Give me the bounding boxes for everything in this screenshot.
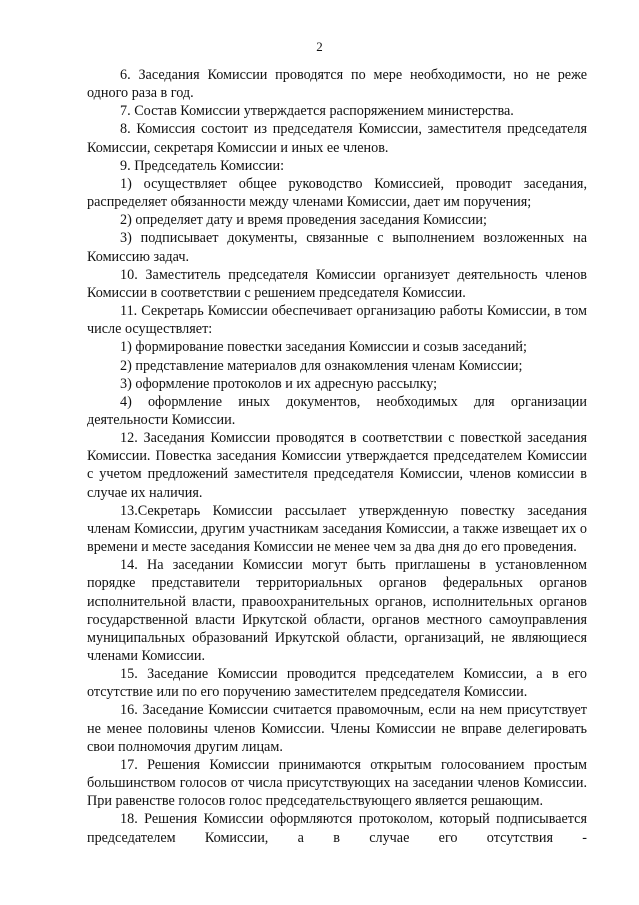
paragraph-11-item-2: 2) представление материалов для ознакомления членам Комиссии;	[120, 357, 523, 374]
paragraph-16: 16. Заседание Комиссии считается правомочным, если на нем присутствует не менее половины членов Комиссии. Члены Комиссии не вправе делегировать свои полномочия другим лицам.	[87, 702, 587, 755]
paragraph-14: 14. На заседании Комиссии могут быть приглашены в установленном порядке представители территориальных органов федеральных органов исполнительной власти, правоохранительных органов, исполнительных органов государственной власти Иркутской области, органов местного самоуправления муниципальных образований Иркутской области, организаций, не являющиеся членами Комиссии.	[87, 557, 587, 664]
paragraph-11-item-1: 1) формирование повестки заседания Комиссии и созыв заседаний;	[120, 339, 527, 356]
paragraph-10: 10. Заместитель председателя Комиссии организует деятельность членов Комиссии в соответствии с решением председателя Комиссии.	[87, 266, 587, 301]
document-body	[87, 66, 587, 847]
paragraph-11-item-3: 3) оформление протоколов и их адресную рассылку;	[120, 375, 438, 392]
paragraph-6: 6. Заседания Комиссии проводятся по мере необходимости, но не реже одного раза в год.	[87, 67, 587, 102]
paragraph-12: 12. Заседания Комиссии проводятся в соответствии с повесткой заседания Комиссии. Повестка заседания Комиссии утверждается председателем Комиссии с учетом предложений заместителя председателя Комиссии, членов комиссии в случае их наличия.	[87, 430, 587, 501]
paragraph-8: 8. Комиссия состоит из председателя Комиссии, заместителя председателя Комиссии, секретаря Комиссии и иных ее членов.	[87, 121, 587, 156]
paragraph-17: 17. Решения Комиссии принимаются открытым голосованием простым большинством голосов от числа присутствующих на заседании членов Комиссии. При равенстве голосов голос председательствующего является решающим.	[87, 756, 587, 810]
paragraph-18: 18. Решения Комиссии оформляются протоколом, который подписывается председателем Комиссии, а в случае его отсутствия -	[87, 811, 587, 846]
paragraph-9-item-2: 2) определяет дату и время проведения заседания Комиссии;	[120, 212, 487, 229]
paragraph-9-item-1: 1) осуществляет общее руководство Комиссией, проводит заседания, распределяет обязанности между членами Комиссии, дает им поручения;	[87, 175, 587, 211]
paragraph-9-item-3: 3) подписывает документы, связанные с выполнением возложенных на Комиссию задач.	[87, 230, 587, 265]
paragraph-15: 15. Заседание Комиссии проводится председателем Комиссии, а в его отсутствие или по его поручению заместителем председателя Комиссии.	[87, 666, 587, 701]
paragraph-11-item-4: 4) оформление иных документов, необходимых для организации деятельности Комиссии.	[87, 393, 587, 428]
paragraph-11: 11. Секретарь Комиссии обеспечивает организацию работы Комиссии, в том числе осуществляет:	[87, 303, 587, 338]
paragraph-7: 7. Состав Комиссии утверждается распоряжением министерства.	[120, 103, 514, 120]
page-number: 2	[316, 39, 323, 54]
paragraph-9: 9. Председатель Комиссии:	[120, 157, 285, 174]
paragraph-13: 13.Секретарь Комиссии рассылает утвержденную повестку заседания членам Комиссии, другим участникам заседания Комиссии, а также извещает их о времени и месте заседания Комиссии не менее чем за два дня до его проведения.	[87, 502, 587, 556]
